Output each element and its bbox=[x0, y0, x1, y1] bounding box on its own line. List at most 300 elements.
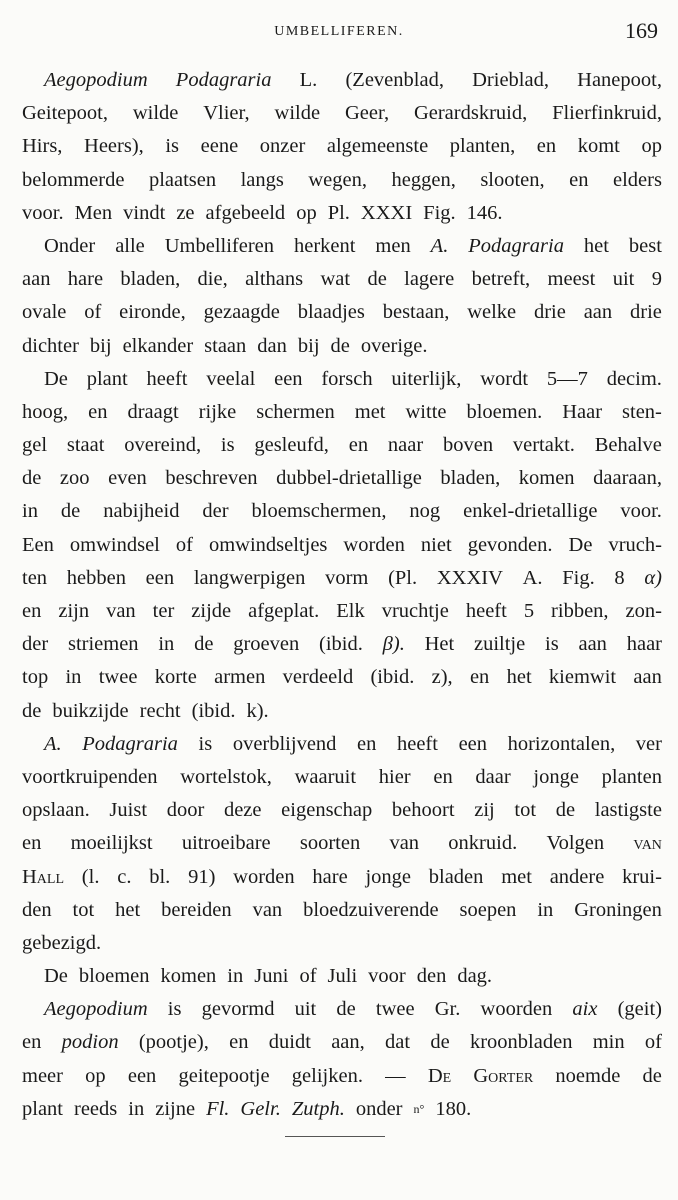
word: aan bbox=[583, 301, 613, 324]
word: hebben bbox=[66, 566, 126, 589]
word: ribben, bbox=[551, 600, 609, 622]
word: 146. bbox=[466, 201, 503, 224]
word: A. bbox=[522, 566, 543, 589]
word: (ibid. bbox=[319, 633, 363, 656]
word: of bbox=[84, 301, 102, 324]
word: in bbox=[22, 500, 38, 523]
word: bestaan, bbox=[382, 301, 450, 324]
word: in bbox=[65, 666, 82, 689]
word: ovale bbox=[22, 301, 67, 324]
word: en bbox=[536, 135, 557, 158]
word: plant bbox=[86, 367, 128, 390]
word: heeft bbox=[396, 732, 438, 755]
word: lastigste bbox=[594, 799, 662, 822]
word: 5—7 bbox=[546, 367, 588, 390]
word: wortelstok, bbox=[180, 765, 272, 788]
word: deze bbox=[223, 799, 262, 822]
word: afgeplat. bbox=[248, 600, 320, 622]
word: aan bbox=[22, 268, 51, 291]
word: of bbox=[175, 533, 193, 556]
word: tot bbox=[514, 799, 537, 822]
word: bij bbox=[297, 334, 320, 357]
word: min bbox=[592, 1031, 625, 1054]
word: Volgen bbox=[546, 832, 605, 855]
word: tot bbox=[72, 898, 95, 921]
word: zon- bbox=[625, 600, 662, 622]
text-line bbox=[22, 64, 662, 97]
word: plant bbox=[22, 1097, 63, 1120]
word: en bbox=[433, 765, 453, 788]
word: dichter bbox=[22, 334, 79, 357]
word: witte bbox=[405, 400, 447, 423]
word: en bbox=[88, 400, 108, 423]
word: onzer bbox=[259, 135, 306, 158]
word: duidt bbox=[268, 1031, 311, 1054]
word: met bbox=[501, 865, 532, 888]
word: komen bbox=[160, 965, 217, 988]
word: planten, bbox=[449, 135, 516, 158]
body-text bbox=[22, 64, 662, 1126]
word: Vlier, bbox=[203, 102, 250, 125]
word: is bbox=[165, 135, 180, 158]
word: c. bbox=[117, 865, 132, 888]
word: zij bbox=[474, 799, 495, 822]
closing-rule bbox=[285, 1136, 385, 1137]
text-line bbox=[22, 130, 662, 163]
word: Juist bbox=[109, 799, 148, 822]
text-line bbox=[22, 97, 662, 130]
text-line bbox=[22, 263, 662, 296]
word: en bbox=[348, 434, 369, 457]
word: voor. bbox=[22, 201, 64, 224]
word: uitroeibare bbox=[181, 832, 271, 855]
word: noemde bbox=[555, 1064, 621, 1087]
word: 91) bbox=[188, 865, 216, 888]
word: Aegopodium bbox=[44, 998, 148, 1021]
word: bij bbox=[89, 334, 112, 357]
word: podion bbox=[61, 1031, 119, 1054]
word: is bbox=[545, 633, 559, 656]
word: en bbox=[469, 666, 490, 689]
word: van bbox=[252, 898, 283, 921]
word: vindt bbox=[123, 201, 166, 224]
word: alle bbox=[115, 234, 145, 257]
word: Juli bbox=[327, 965, 358, 988]
text-line bbox=[22, 230, 662, 263]
word: Podagraria bbox=[82, 732, 178, 755]
word: onder bbox=[355, 1097, 403, 1120]
word: boven bbox=[442, 434, 494, 457]
word: Flierfinkruid, bbox=[552, 102, 662, 125]
text-line bbox=[22, 993, 662, 1026]
word: drie bbox=[630, 301, 662, 324]
word: daar bbox=[475, 765, 511, 788]
word: en bbox=[22, 600, 42, 622]
word: belommerde bbox=[22, 168, 125, 191]
word: in bbox=[227, 965, 244, 988]
word: uiterlijk, bbox=[391, 367, 462, 390]
word: is bbox=[220, 434, 235, 457]
word: niet bbox=[420, 533, 452, 556]
word: betreft, bbox=[471, 268, 531, 291]
word: sten- bbox=[622, 400, 662, 423]
word: het bbox=[583, 234, 609, 257]
word: omwindseltjes bbox=[208, 533, 328, 556]
word: vorm bbox=[325, 566, 369, 589]
word: de bbox=[555, 799, 576, 822]
word: gebezigd. bbox=[22, 931, 102, 954]
word: plaatsen bbox=[148, 168, 217, 191]
word: Fig. bbox=[423, 201, 456, 224]
word: opslaan. bbox=[22, 799, 90, 822]
word: bloedzuiverende bbox=[303, 898, 439, 921]
word: zijne bbox=[155, 1097, 196, 1120]
word: gevormd bbox=[201, 998, 275, 1021]
word: Hanepoot, bbox=[577, 69, 662, 91]
word: bereiden bbox=[161, 898, 232, 921]
word: overeind, bbox=[124, 434, 202, 457]
word: van bbox=[389, 832, 420, 855]
word: buikzijde bbox=[52, 699, 129, 722]
word: in bbox=[128, 1097, 145, 1120]
word: worden bbox=[343, 533, 405, 556]
word: herkent bbox=[293, 234, 356, 257]
word: bladen, bbox=[120, 268, 181, 291]
word: β). bbox=[382, 633, 405, 656]
word: overblijvend bbox=[232, 732, 337, 755]
word: zuiltje bbox=[474, 633, 526, 656]
word: bl. bbox=[149, 865, 171, 888]
word: XXXIV bbox=[436, 566, 503, 589]
word: De bbox=[568, 533, 593, 556]
word: decim. bbox=[606, 367, 662, 390]
word: die, bbox=[197, 268, 228, 291]
word: overige. bbox=[360, 334, 428, 357]
word: Hall bbox=[22, 865, 65, 888]
word: groeven bbox=[233, 633, 300, 656]
word: wilde bbox=[274, 102, 321, 125]
word: kiemwit bbox=[548, 666, 617, 689]
word: even bbox=[108, 467, 147, 490]
word: best bbox=[628, 234, 662, 257]
word: langwerpigen bbox=[193, 566, 306, 589]
word: Onder bbox=[44, 234, 96, 257]
word: ter bbox=[152, 600, 175, 622]
word: (ibid. bbox=[370, 666, 415, 689]
word: bloemen. bbox=[466, 400, 543, 423]
word: meer bbox=[22, 1064, 63, 1087]
word: wat bbox=[320, 268, 351, 291]
word: ten bbox=[22, 566, 48, 589]
text-line bbox=[22, 1060, 662, 1093]
running-head: UMBELLIFEREN. bbox=[274, 24, 404, 39]
word: met bbox=[354, 400, 386, 423]
text-line bbox=[22, 562, 662, 595]
text-line bbox=[22, 1026, 662, 1059]
word: XXXI bbox=[360, 201, 413, 224]
word: Umbelliferen bbox=[164, 234, 275, 257]
text-line bbox=[22, 296, 662, 329]
word: 9 bbox=[651, 268, 662, 291]
word: planten bbox=[601, 765, 662, 788]
word: Juni bbox=[254, 965, 289, 988]
word: is bbox=[198, 732, 213, 755]
text-line bbox=[22, 495, 662, 528]
text-line bbox=[22, 1093, 662, 1126]
word: striemen bbox=[67, 633, 139, 656]
word: n° bbox=[413, 1101, 425, 1116]
word: de bbox=[22, 467, 42, 490]
word: den bbox=[416, 965, 447, 988]
word: ze bbox=[176, 201, 195, 224]
word: naar bbox=[387, 434, 424, 457]
text-line bbox=[22, 396, 662, 429]
word: soepen bbox=[459, 898, 517, 921]
word: der bbox=[202, 500, 229, 523]
word: (Zevenblad, bbox=[345, 69, 444, 91]
word: het bbox=[506, 666, 532, 689]
word: de bbox=[367, 268, 387, 291]
word: langs bbox=[240, 168, 284, 191]
word: Pl. bbox=[327, 201, 350, 224]
word: z), bbox=[431, 666, 453, 689]
word: De bbox=[427, 1064, 452, 1087]
word: 5 bbox=[523, 600, 535, 622]
word: de bbox=[642, 1064, 662, 1087]
word: jonge bbox=[365, 865, 411, 888]
word: men bbox=[375, 234, 411, 257]
word: geitepootje bbox=[178, 1064, 270, 1087]
word: dat bbox=[385, 1031, 411, 1054]
word: in bbox=[158, 633, 175, 656]
word: A. bbox=[44, 732, 62, 755]
word: dan bbox=[257, 334, 287, 357]
text-line bbox=[22, 728, 662, 761]
word: voor. bbox=[620, 500, 662, 523]
word: Gr. bbox=[434, 998, 461, 1021]
word: heeft bbox=[146, 367, 188, 390]
word: korte bbox=[154, 666, 197, 689]
word: bloemen bbox=[78, 965, 150, 988]
word: een bbox=[458, 732, 488, 755]
word: omwindsel bbox=[69, 533, 160, 556]
word: algemeenste bbox=[326, 135, 429, 158]
word: wegen, bbox=[308, 168, 368, 191]
text-line bbox=[22, 197, 662, 230]
word: bladen bbox=[428, 865, 484, 888]
word: 180. bbox=[435, 1097, 472, 1120]
word: nog bbox=[409, 500, 441, 523]
word: meest bbox=[547, 268, 596, 291]
word: veelal bbox=[206, 367, 256, 390]
word: gevonden. bbox=[467, 533, 553, 556]
word: een bbox=[274, 367, 303, 390]
word: Gelr. bbox=[240, 1097, 281, 1120]
word: aan bbox=[578, 633, 607, 656]
word: vruch- bbox=[608, 533, 662, 556]
word: L. bbox=[299, 69, 318, 91]
word: den bbox=[22, 898, 52, 921]
word: Hirs, bbox=[22, 135, 63, 158]
word: welke bbox=[467, 301, 517, 324]
word: recht bbox=[139, 699, 181, 722]
word: dag. bbox=[457, 965, 493, 988]
page-header bbox=[0, 18, 678, 48]
word: der bbox=[22, 633, 49, 656]
word: wilde bbox=[132, 102, 179, 125]
word: twee bbox=[98, 666, 138, 689]
word: uit bbox=[294, 998, 317, 1021]
word: kroonbladen bbox=[469, 1031, 573, 1054]
word: α) bbox=[644, 566, 662, 589]
word: of bbox=[299, 965, 317, 988]
word: zoo bbox=[59, 467, 90, 490]
word: op bbox=[641, 135, 662, 158]
word: bladen, bbox=[440, 467, 501, 490]
word: forsch bbox=[321, 367, 373, 390]
word: wordt bbox=[480, 367, 529, 390]
word: Zutph. bbox=[291, 1097, 345, 1120]
word: (pootje), bbox=[138, 1031, 209, 1054]
word: Behalve bbox=[594, 434, 662, 457]
word: aan, bbox=[331, 1031, 365, 1054]
word: 8 bbox=[614, 566, 625, 589]
word: schermen bbox=[256, 400, 335, 423]
word: de bbox=[330, 334, 350, 357]
word: elkander bbox=[122, 334, 194, 357]
word: waaruit bbox=[294, 765, 357, 788]
word: Geer, bbox=[344, 102, 390, 125]
text-line bbox=[22, 960, 662, 993]
word: zijn bbox=[58, 600, 90, 622]
word: De bbox=[44, 965, 68, 988]
word: Het bbox=[424, 633, 455, 656]
text-line bbox=[22, 462, 662, 495]
text-line bbox=[22, 827, 662, 860]
word: en bbox=[229, 1031, 249, 1054]
word: de bbox=[430, 1031, 450, 1054]
word: andere bbox=[549, 865, 605, 888]
word: hier bbox=[378, 765, 411, 788]
word: twee bbox=[375, 998, 415, 1021]
word: aix bbox=[572, 998, 598, 1021]
word: een bbox=[127, 1064, 157, 1087]
word: (geit) bbox=[617, 998, 662, 1021]
word: eigenschap bbox=[281, 799, 373, 822]
text-line bbox=[22, 661, 662, 694]
word: Haar bbox=[562, 400, 603, 423]
word: en bbox=[22, 832, 42, 855]
word: blaadjes bbox=[297, 301, 365, 324]
word: k). bbox=[246, 699, 269, 722]
word: verdeeld bbox=[282, 666, 354, 689]
word: Aegopodium bbox=[44, 69, 148, 91]
word: Podagraria bbox=[468, 234, 564, 257]
word: beschreven bbox=[165, 467, 258, 490]
word: gel bbox=[22, 434, 48, 457]
word: het bbox=[115, 898, 141, 921]
word: komt bbox=[577, 135, 620, 158]
word: Fl. bbox=[206, 1097, 230, 1120]
word: de bbox=[60, 500, 81, 523]
word: heggen, bbox=[391, 168, 456, 191]
word: staan bbox=[204, 334, 247, 357]
text-line bbox=[22, 861, 662, 894]
word: is bbox=[167, 998, 182, 1021]
text-line bbox=[22, 330, 662, 363]
word: de bbox=[194, 633, 214, 656]
word: nabijheid bbox=[103, 500, 180, 523]
text-line bbox=[22, 164, 662, 197]
word: rijke bbox=[198, 400, 237, 423]
word: ver bbox=[635, 732, 662, 755]
word: zijde bbox=[191, 600, 232, 622]
word: (Pl. bbox=[388, 566, 418, 589]
word: komen bbox=[518, 467, 575, 490]
word: vertakt. bbox=[512, 434, 575, 457]
word: bloemschermen, bbox=[251, 500, 387, 523]
word: daaraan, bbox=[593, 467, 662, 490]
word: gesleufd, bbox=[254, 434, 329, 457]
word: de bbox=[336, 998, 356, 1021]
word: hare bbox=[67, 268, 104, 291]
word: eene bbox=[200, 135, 239, 158]
word: op bbox=[85, 1064, 106, 1087]
word: (ibid. bbox=[191, 699, 236, 722]
word: (l. bbox=[81, 865, 100, 888]
word: dubbel-drietallige bbox=[276, 467, 422, 490]
word: door bbox=[166, 799, 205, 822]
text-line bbox=[22, 761, 662, 794]
word: eironde, bbox=[119, 301, 186, 324]
text-line bbox=[22, 595, 662, 628]
word: Fig. bbox=[562, 566, 595, 589]
word: staat bbox=[66, 434, 105, 457]
word: behoort bbox=[391, 799, 455, 822]
text-line bbox=[22, 927, 662, 960]
word: en bbox=[569, 168, 589, 191]
word: top bbox=[22, 666, 49, 689]
text-line bbox=[22, 894, 662, 927]
word: Elk bbox=[336, 600, 365, 622]
word: aan bbox=[633, 666, 662, 689]
word: Een bbox=[22, 533, 54, 556]
word: Podagraria bbox=[175, 69, 272, 91]
word: worden bbox=[233, 865, 295, 888]
word: soorten bbox=[299, 832, 361, 855]
word: een bbox=[145, 566, 175, 589]
word: moeilijkst bbox=[70, 832, 153, 855]
word: voor bbox=[368, 965, 406, 988]
word: Geitepoot, bbox=[22, 102, 108, 125]
word: hare bbox=[312, 865, 348, 888]
word: of bbox=[644, 1031, 662, 1054]
word: voortkruipenden bbox=[22, 765, 158, 788]
word: de bbox=[22, 699, 42, 722]
word: Heers), bbox=[84, 135, 144, 158]
word: afgebeeld bbox=[205, 201, 286, 224]
word: hoog, bbox=[22, 400, 69, 423]
word: uit bbox=[612, 268, 635, 291]
word: Groningen bbox=[574, 898, 662, 921]
word: woorden bbox=[480, 998, 553, 1021]
text-line bbox=[22, 363, 662, 396]
word: en bbox=[357, 732, 377, 755]
page-number: 169 bbox=[625, 18, 658, 43]
word: haar bbox=[626, 633, 662, 656]
word: lagere bbox=[404, 268, 455, 291]
word: jonge bbox=[533, 765, 579, 788]
